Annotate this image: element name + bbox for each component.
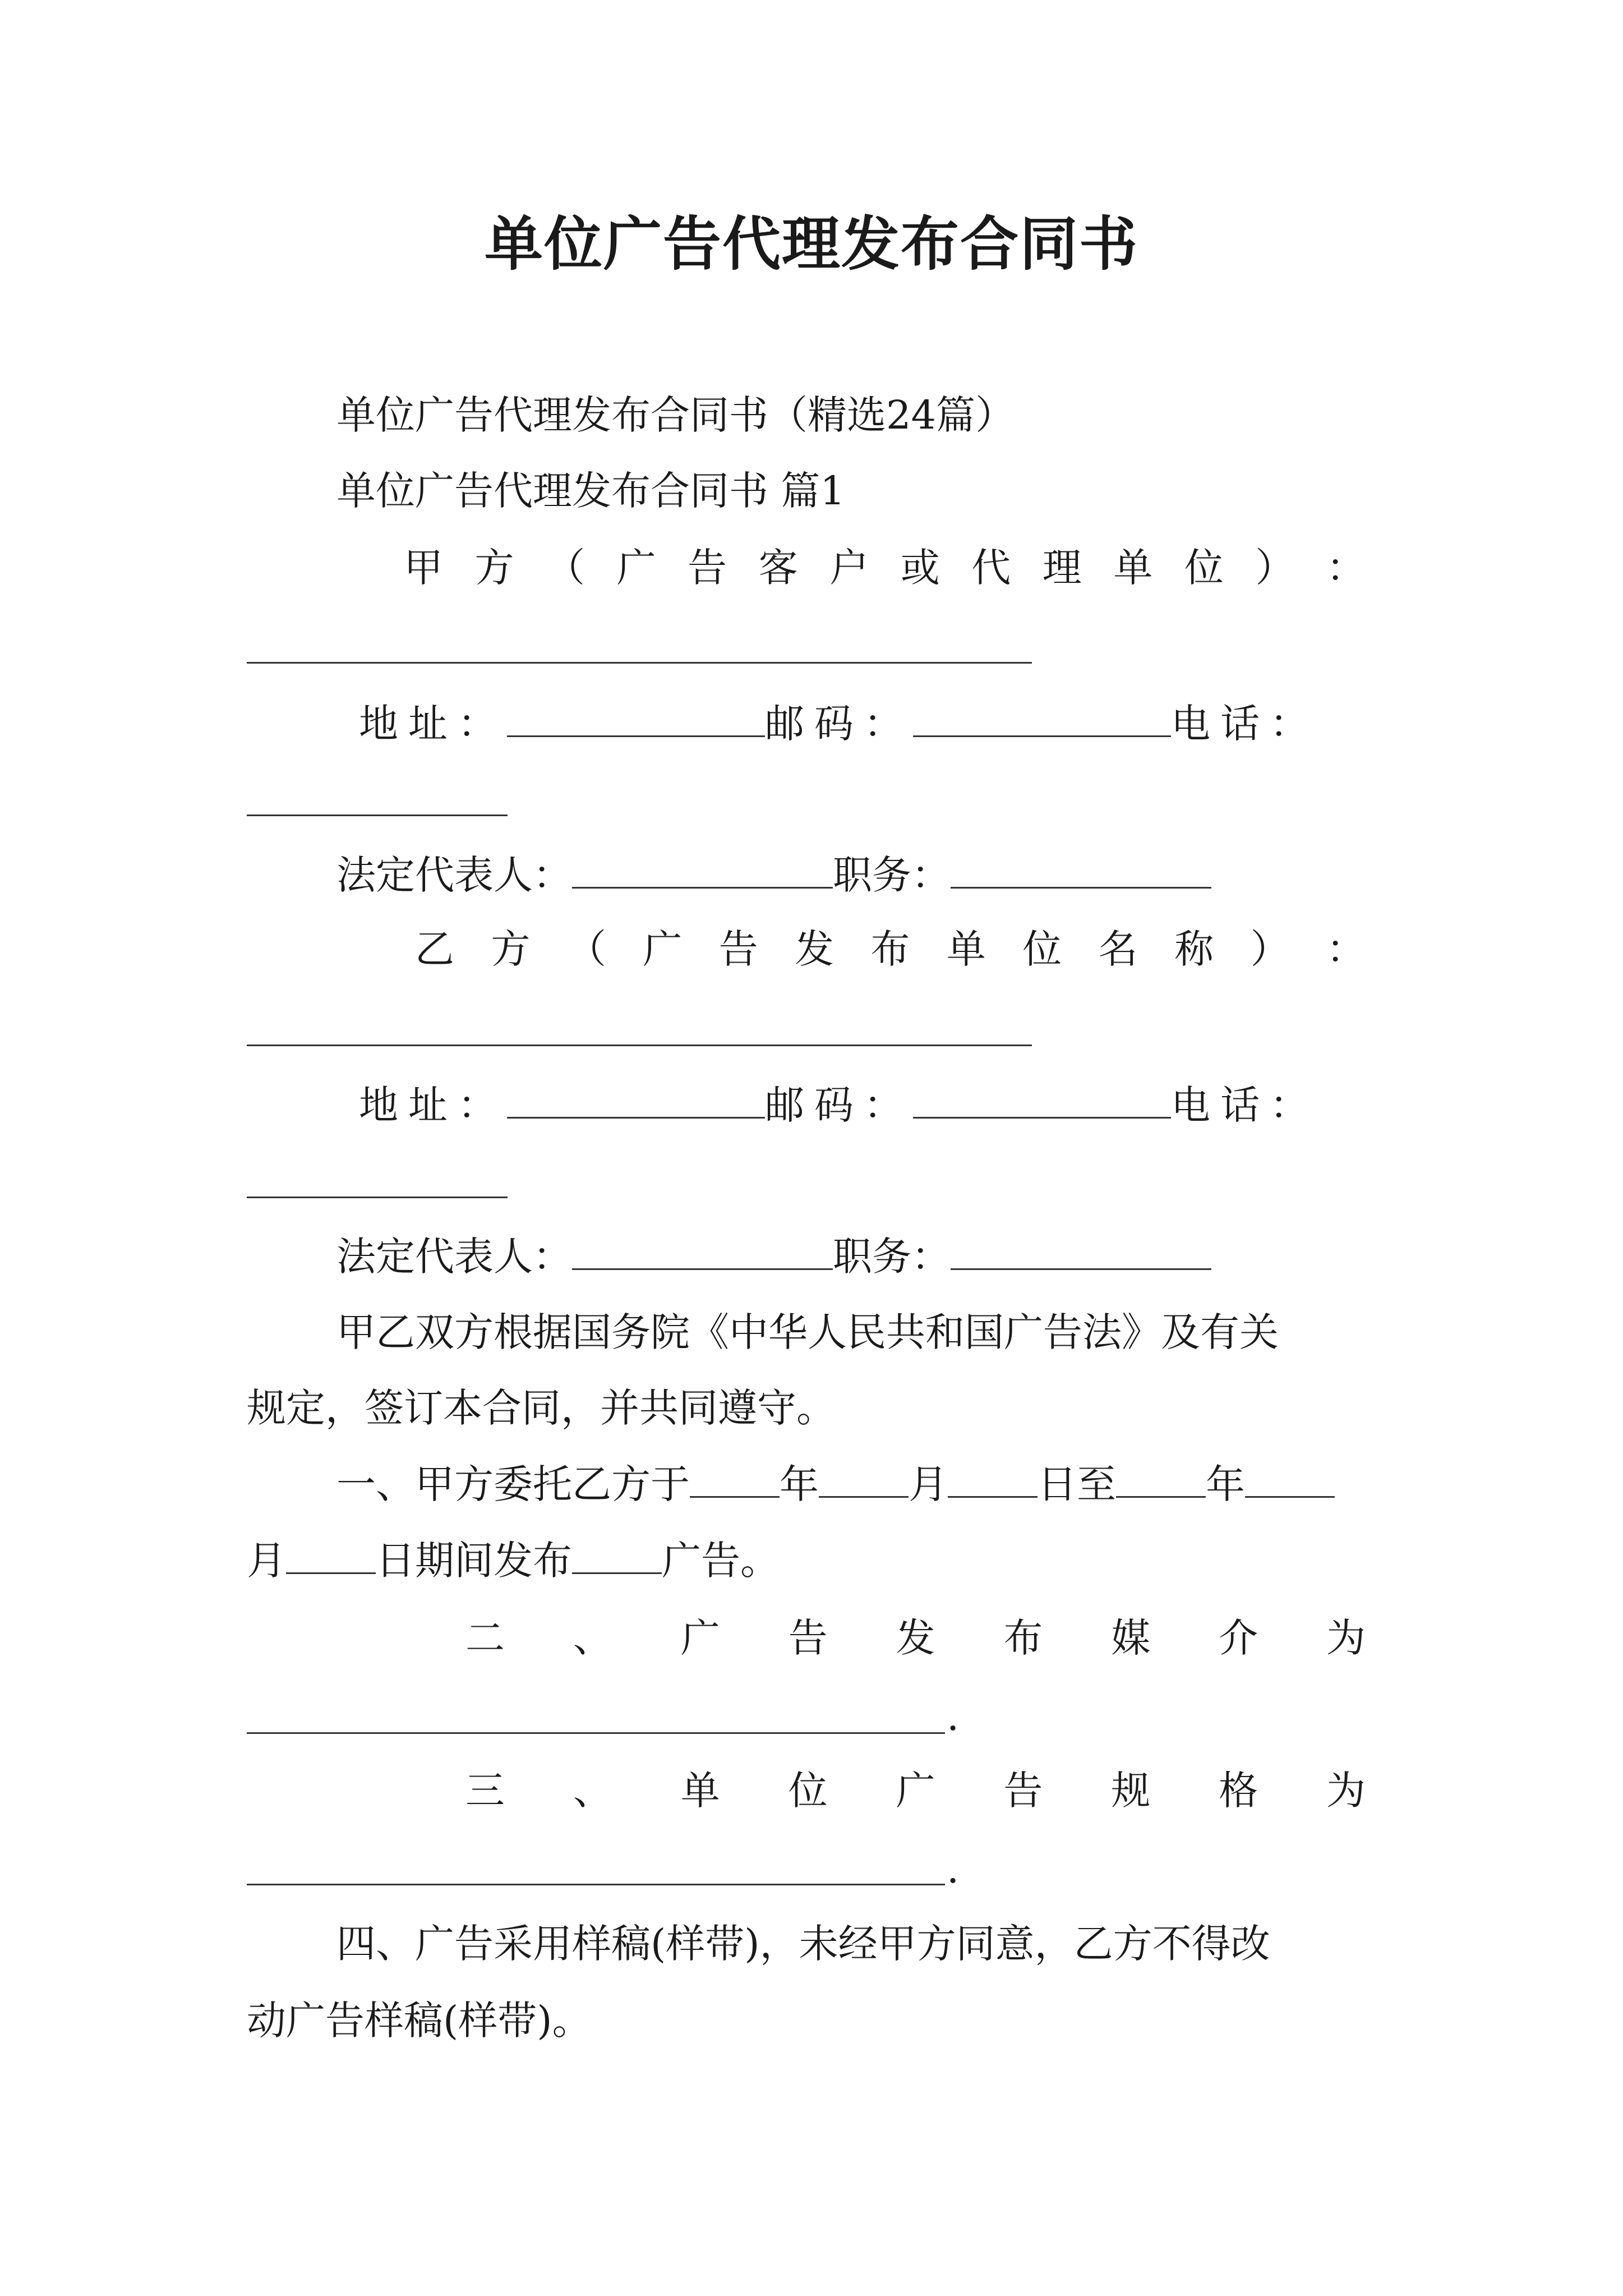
clause-1-line-2: 月 日期间发布 广告。	[247, 1538, 780, 1584]
clause-4-line-2: 动广告样稿(样带)。	[247, 1998, 592, 2044]
rep-blank[interactable]	[572, 853, 833, 889]
end-year-blank[interactable]	[1116, 1462, 1206, 1498]
party-b-phone-blank[interactable]	[247, 1197, 508, 1198]
start-day-blank[interactable]	[948, 1462, 1038, 1498]
clause-2-end-dot: .	[947, 1694, 960, 1740]
intro-line-1: 甲乙双方根据国务院《中华人民共和国广告法》及有关	[336, 1309, 1279, 1355]
party-a-contact-row	[359, 696, 1319, 752]
rep-label: 法定代表人：	[336, 852, 572, 898]
clause-4-line-1: 四、广告采用样稿(样带)，未经甲方同意，乙方不得改	[336, 1921, 1270, 1967]
clause-3-heading: 三 、 单 位 广 告 规 格 为	[465, 1768, 1366, 1814]
position-label: 职务：	[833, 1234, 951, 1280]
address-blank[interactable]	[507, 702, 765, 737]
postcode-label: 邮码：	[765, 1082, 913, 1128]
party-a-heading: 甲 方 （ 广 告 客 户 或 代 理 单 位 ） ：	[404, 545, 1366, 591]
position-label: 职务：	[833, 852, 951, 898]
start-year-blank[interactable]	[690, 1462, 780, 1498]
party-a-rep-row	[336, 847, 1211, 903]
phone-label: 电话：	[1171, 1082, 1319, 1128]
rep-label: 法定代表人：	[336, 1234, 572, 1280]
party-b-rep-row	[336, 1228, 1211, 1285]
postcode-blank[interactable]	[913, 702, 1171, 737]
position-blank[interactable]	[951, 853, 1211, 889]
clause-1-line-1: 一、甲方委托乙方于 年 月 日至 年	[336, 1456, 1335, 1512]
position-blank[interactable]	[951, 1235, 1211, 1270]
subtitle: 单位广告代理发布合同书（精选24篇）	[336, 392, 1015, 438]
section-heading: 单位广告代理发布合同书 篇1	[336, 468, 845, 514]
clause-2-heading: 二 、 广 告 发 布 媒 介 为	[465, 1615, 1366, 1661]
intro-line-2: 规定，签订本合同，并共同遵守。	[247, 1385, 836, 1431]
party-b-heading: 乙 方 （ 广 告 发 布 单 位 名 称 ） ：	[415, 926, 1366, 972]
spec-blank[interactable]	[247, 1884, 945, 1885]
address-label: 地址：	[359, 701, 507, 747]
start-month-blank[interactable]	[819, 1462, 909, 1498]
address-blank[interactable]	[507, 1083, 765, 1119]
document-title: 单位广告代理发布合同书	[484, 209, 1138, 278]
ad-content-blank[interactable]	[572, 1539, 662, 1574]
media-blank[interactable]	[247, 1732, 945, 1734]
postcode-blank[interactable]	[913, 1083, 1171, 1119]
postcode-label: 邮码：	[765, 701, 913, 747]
phone-label: 电话：	[1171, 701, 1319, 747]
party-b-name-blank[interactable]	[247, 1045, 1032, 1046]
address-label: 地址：	[359, 1082, 507, 1128]
party-a-name-blank[interactable]	[247, 662, 1032, 664]
party-b-contact-row	[359, 1077, 1319, 1133]
rep-blank[interactable]	[572, 1235, 833, 1270]
clause-3-end-dot: .	[947, 1846, 960, 1892]
end-month-blank-a[interactable]	[1245, 1462, 1335, 1498]
party-a-phone-blank[interactable]	[247, 815, 508, 816]
end-day-blank[interactable]	[286, 1539, 376, 1574]
